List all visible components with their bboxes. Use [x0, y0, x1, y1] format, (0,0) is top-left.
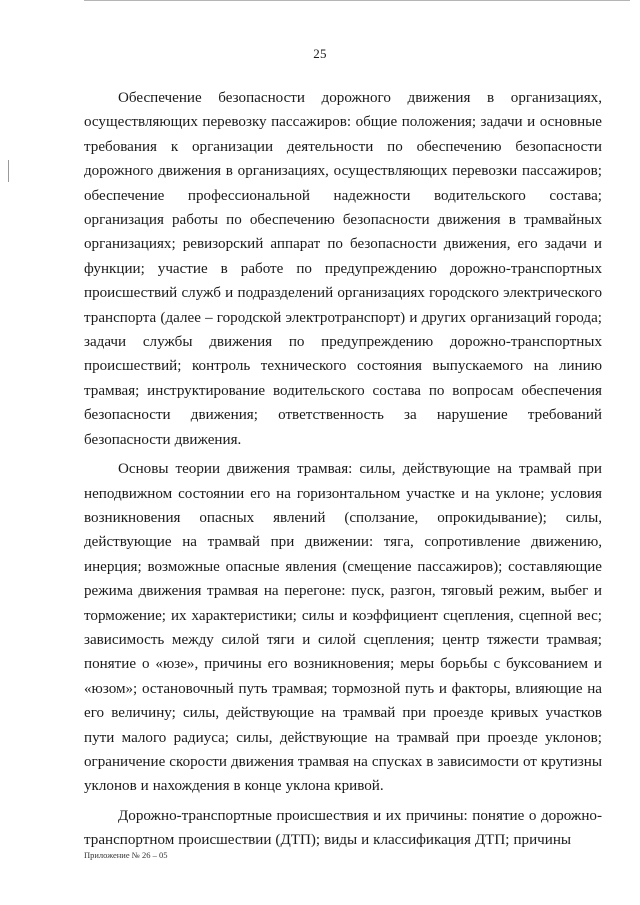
document-body	[84, 86, 602, 858]
paragraph-road-safety: Обеспечение безопасности дорожного движения в организациях, осуществляющих перевозку пассажиров: общие положения; задачи и основные требования к организации деятельности по обеспечению безопасности дорожного движения в организациях, осуществляющих перевозки пассажиров; обеспечение профессиональной надежности водительского состава; организация работы по обеспечению безопасности движения в трамвайных организациях; ревизорский аппарат по безопасности движения, его задачи и функции; участие в работе по предупреждению дорожно-транспортных происшествий служб и подразделений организациях городского электрического транспорта (далее – городской электротранспорт) и других организаций города; задачи службы движения по предупреждению дорожно-транспортных происшествий; контроль технического состояния выпускаемого на линию трамвая; инструктирование водительского состава по вопросам обеспечения безопасности движения; ответственность за нарушение требований безопасности движения.	[84, 90, 602, 448]
footer-annex-label: Приложение № 26 – 05	[84, 850, 168, 860]
top-scan-edge-line	[84, 0, 630, 1]
margin-mark	[8, 160, 9, 182]
paragraph-traffic-accidents: Дорожно-транспортные происшествия и их причины: понятие о дорожно-транспортном происшествии (ДТП); виды и классификация ДТП; причины	[84, 807, 602, 849]
paragraph-tram-motion-theory: Основы теории движения трамвая: силы, действующие на трамвай при неподвижном состоянии его на горизонтальном участке и на уклоне; условия возникновения опасных явлений (сползание, опрокидывание); силы, действующие на трамвай при движении: тяга, сопротивление движению, инерция; возможные опасные явления (смещение пассажиров); составляющие режима движения трамвая на перегоне: пуск, разгон, тяговый режим, выбег и торможение; их характеристики; силы и коэффициент сцепления, сцепной вес; зависимость между силой тяги и силой сцепления; центр тяжести трамвая; понятие о «юзе», причины его возникновения; меры борьбы с буксованием и «юзом»; остановочный путь трамвая; тормозной путь и факторы, влияющие на его величину; силы, действующие на трамвай при проезде кривых участков пути малого радиуса; силы, действующие на трамвай при проезде уклонов; ограничение скорости движения трамвая на спусках в зависимости от крутизны уклонов и нахождения в конце уклона кривой.	[84, 461, 602, 795]
page-number: 25	[313, 46, 327, 61]
